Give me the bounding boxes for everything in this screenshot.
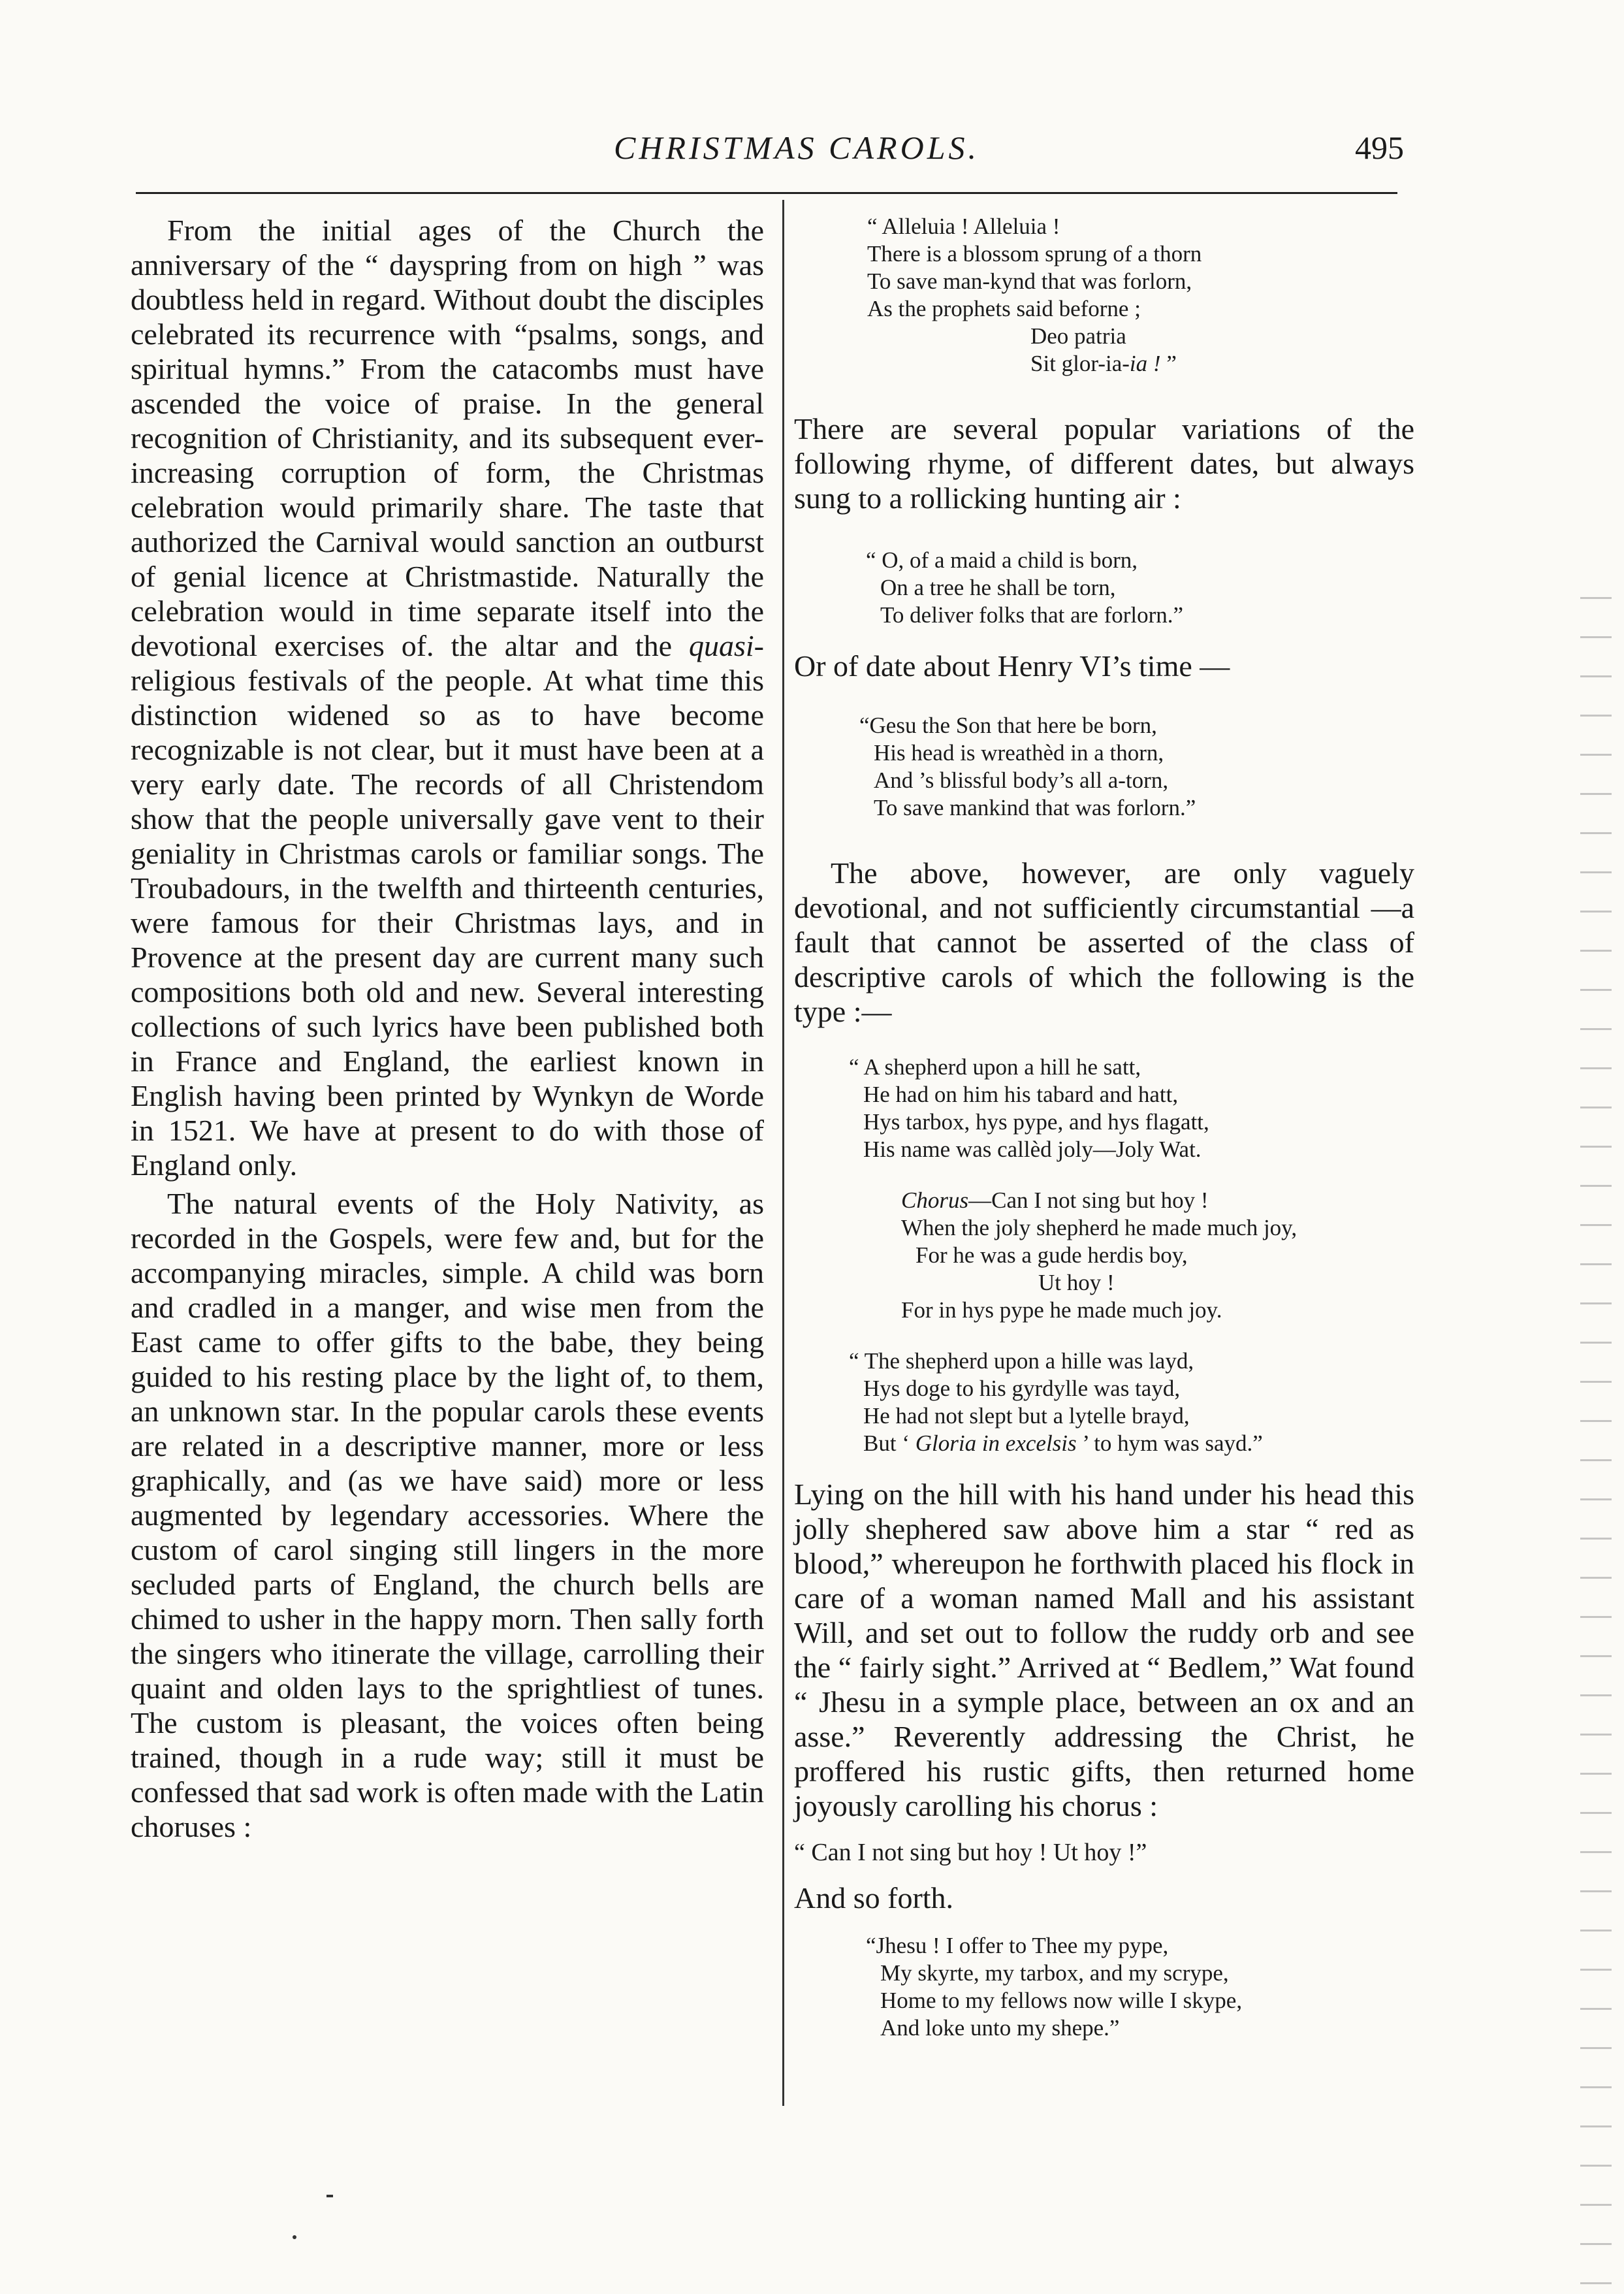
verse-line: “ Alleluia ! Alleluia ! bbox=[867, 214, 1060, 239]
scan-speck bbox=[326, 2195, 333, 2197]
verse-line: “Jhesu ! I offer to Thee my pype, bbox=[866, 1933, 1169, 1958]
paragraph-popular-variations: There are several popular variations of the following rhyme, of different dates, but always sung to a rollicking hunting air : bbox=[794, 412, 1414, 515]
verse-line: To save mankind that was forlorn.” bbox=[874, 795, 1196, 820]
verse-chorus bbox=[901, 1187, 1414, 1324]
verse-fragment: ” bbox=[1160, 351, 1177, 376]
verse-line: He had not slept but a lytelle brayd, bbox=[863, 1403, 1190, 1429]
paragraph-origins-text: From the initial ages of the Church the anniversary of the “ dayspring from on high ” was doubtless held in regard. Without doubt the disciples celebrated its recurrence with “psalms, songs, and spiritual hymns.” From the catacombs must have ascended the voice of praise. In the general recognition of Christianity, and its subsequent ever-increasing corruption of form, the Christmas celebration would primarily share. The taste that authorized the Carnival would sanction an outburst of genial licence at Christmastide. Naturally the celebration would in time separate itself into the devotional exercises of. the altar and the bbox=[131, 214, 764, 662]
verse-fragment: ’ to hym was sayd.” bbox=[1076, 1430, 1263, 1456]
verse-line: Home to my fellows now wille I skype, bbox=[880, 1988, 1243, 2013]
verse-line: For in hys pype he made much joy. bbox=[901, 1297, 1222, 1323]
verse-shepherd-1 bbox=[849, 1054, 1414, 1163]
verse-line: To save man-kynd that was forlorn, bbox=[867, 268, 1192, 294]
paragraph-origins bbox=[131, 213, 764, 1182]
verse-jhesu bbox=[866, 1932, 1414, 2042]
verse-line: My skyrte, my tarbox, and my scrype, bbox=[880, 1960, 1229, 1986]
paragraph-lying-on-hill: Lying on the hill with his hand under his head this jolly shephered saw above him a star “ red as blood,” whereupon he forthwith placed his flock in care of a woman named Mall and his assistant Will, and set out to follow the ruddy orb and see the “ fairly sight.” Arrived at “ Bedlem,” Wat found “ Jhesu in a symple place, between an ox and an asse.” Reverently addressing the Christ, he proffered his rustic gifts, then returned home joyously carolling his chorus : bbox=[794, 1478, 1414, 1822]
hoy-quote: “ Can I not sing but hoy ! Ut hoy !” bbox=[794, 1839, 1147, 1866]
verse-line: His name was callèd joly—Joly Wat. bbox=[863, 1137, 1202, 1162]
verse-line bbox=[849, 1430, 1414, 1457]
paragraph-vaguely-devotional: The above, however, are only vaguely devotional, and not sufficiently circumstantial —a fault that cannot be asserted of the class of descriptive carols of which the following is the type :— bbox=[794, 856, 1414, 1028]
verse-line: “ O, of a maid a child is born, bbox=[866, 547, 1138, 573]
verse-line: “ The shepherd upon a hille was layd, bbox=[849, 1348, 1194, 1374]
right-column bbox=[794, 213, 1414, 2042]
verse-fragment: Sit glor-ia- bbox=[1030, 351, 1130, 376]
verse-line: “ A shepherd upon a hill he satt, bbox=[849, 1054, 1141, 1080]
paragraph-henry: Or of date about Henry VI’s time — bbox=[794, 649, 1230, 683]
running-title: CHRISTMAS CAROLS. bbox=[614, 129, 979, 166]
verse-line bbox=[901, 1187, 1414, 1214]
verse-alleluia bbox=[867, 213, 1414, 378]
scan-speck bbox=[293, 2235, 296, 2239]
verse-shepherd-2 bbox=[849, 1348, 1414, 1457]
paragraph-nativity: The natural events of the Holy Nativity, as recorded in the Gospels, were few and, but for the accompanying miracles, simple. A child was born and cradled in a manger, and wise men from the East came to offer gifts to the babe, they being guided to his resting place by the light of, to them, an unknown star. In the popular carols these events are related in a descriptive manner, more or less graphically, and (as we have said) more or less augmented by legendary accessories. Where the custom of carol singing still lingers in the more secluded parts of England, the church bells are chimed to usher in the happy morn. Then sally forth the singers who itinerate the village, carrolling their quaint and olden lays to the sprightliest of tunes. The custom is pleasant, the voices often being trained, though in a rude way; still it must be confessed that sad work is often made with the Latin choruses : bbox=[131, 1187, 764, 1843]
paragraph-so-forth: And so forth. bbox=[794, 1881, 954, 1914]
chorus-label: Chorus bbox=[901, 1187, 969, 1213]
verse-line: As the prophets said beforne ; bbox=[867, 296, 1141, 321]
column-divider bbox=[782, 200, 784, 2106]
verse-line: For he was a gude herdis boy, bbox=[915, 1242, 1188, 1268]
page-number: 495 bbox=[1355, 129, 1404, 166]
verse-fragment-italic: Gloria in excelsis bbox=[915, 1430, 1077, 1456]
verse-fragment-italic: ia ! bbox=[1129, 351, 1161, 376]
verse-line: There is a blossom sprung of a thorn bbox=[867, 241, 1202, 267]
verse-maid bbox=[866, 547, 1414, 629]
verse-line bbox=[867, 350, 1414, 378]
italic-quasi: quasi bbox=[688, 629, 754, 662]
verse-line: On a tree he shall be torn, bbox=[880, 575, 1116, 600]
header-rule bbox=[136, 192, 1397, 194]
verse-line: And ’s blissful body’s all a-torn, bbox=[874, 767, 1169, 793]
verse-fragment: —Can I not sing but hoy ! bbox=[968, 1187, 1209, 1213]
verse-line: When the joly shepherd he made much joy, bbox=[901, 1215, 1298, 1240]
verse-line: Deo patria bbox=[1030, 323, 1126, 349]
verse-gesu bbox=[859, 712, 1414, 822]
verse-line: To deliver folks that are forlorn.” bbox=[880, 602, 1184, 628]
verse-line: “Gesu the Son that here be born, bbox=[859, 713, 1157, 738]
verse-line: He had on him his tabard and hatt, bbox=[863, 1082, 1179, 1107]
verse-line: Ut hoy ! bbox=[1038, 1270, 1115, 1295]
verse-line: His head is wreathèd in a thorn, bbox=[874, 740, 1164, 766]
verse-line: And loke unto my shepe.” bbox=[880, 2015, 1120, 2041]
verse-line: Hys tarbox, hys pype, and hys flagatt, bbox=[863, 1109, 1209, 1135]
verse-line: Hys doge to his gyrdylle was tayd, bbox=[863, 1376, 1181, 1401]
verse-fragment: But ‘ bbox=[863, 1430, 915, 1456]
paragraph-origins-continued: -religious festivals of the people. At what time this distinction widened so as to have become recognizable is not clear, but it must have been at a very early date. The records of all Christendom show that the people universally gave vent to their geniality in Christmas carols or familiar songs. The Troubadours, in the twelfth and thirteenth centuries, were famous for their Christmas lays, and in Provence at the present day are current many such compositions both old and new. Several interesting collections of such lyrics have been published both in France and England, the earliest known in English having been printed by Wynkyn de Worde in 1521. We have at present to do with those of England only. bbox=[131, 629, 764, 1182]
page-edge-marks bbox=[1580, 575, 1612, 2286]
left-column bbox=[131, 213, 764, 1844]
